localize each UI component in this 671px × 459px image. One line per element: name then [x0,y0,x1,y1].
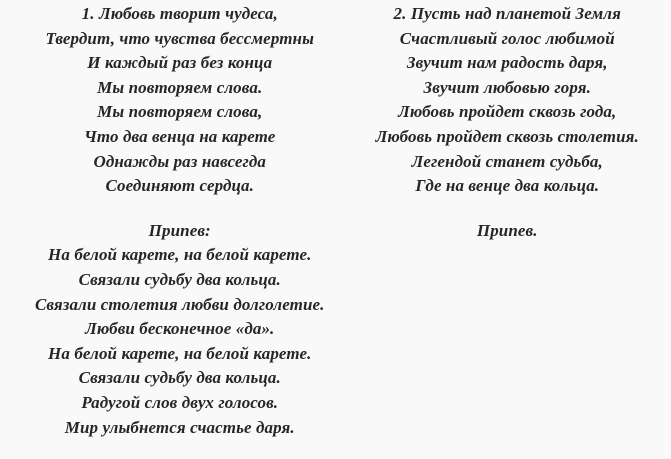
lyric-line: Любовь пройдет сквозь года, [398,102,617,122]
chorus-label: Припев: [148,220,211,240]
lyrics-column-1 [16,2,344,459]
lyric-line: Связали судьбу два кольца. [78,368,281,388]
lyric-line: Мы повторяем слова, [97,102,263,122]
lyric-line: Мир улыбнется счастье даря. [64,417,295,437]
lyric-line: Счастливый голос любимой [399,28,615,48]
lyric-line: На белой карете, на белой карете. [48,343,312,363]
lyric-line: Звучит нам радость даря, [406,53,608,73]
lyric-line: Любви бесконечное «да». [85,319,275,339]
lyric-line: Легендой станет судьба, [411,151,603,171]
lyric-line: 1. Любовь творит чудеса, [81,4,278,23]
lyric-line: И каждый раз без конца [87,53,273,73]
lyric-line: Твердит, что чувства бессмертны [45,28,314,48]
lyric-line: Однажды раз навсегда [93,151,267,171]
lyric-line: Звучит любовью горя. [423,77,591,97]
lyric-line: Связали судьбу два кольца. [78,269,281,289]
chorus-2 [344,219,671,244]
lyric-line: Что два венца на карете [84,126,276,146]
lyric-line: Связали столетия любви долголетие. [34,294,325,314]
chorus-label: Припев. [476,220,538,240]
verse-2 [344,2,671,199]
lyric-line: Соединяют сердца. [105,176,255,196]
lyric-line: Любовь пройдет сквозь столетия. [375,126,639,146]
lyric-line: Радугой слов двух голосов. [81,392,279,412]
lyric-line: Мы повторяем слова. [97,77,263,97]
chorus-1 [16,219,344,440]
lyric-line: 2. Пусть над планетой Земля [393,4,621,23]
lyrics-column-2 [344,2,671,459]
lyric-line: Где на венце два кольца. [415,176,600,196]
lyric-line: На белой карете, на белой карете. [48,245,312,265]
chorus-lines-1 [16,243,344,440]
verse-1 [16,2,344,199]
